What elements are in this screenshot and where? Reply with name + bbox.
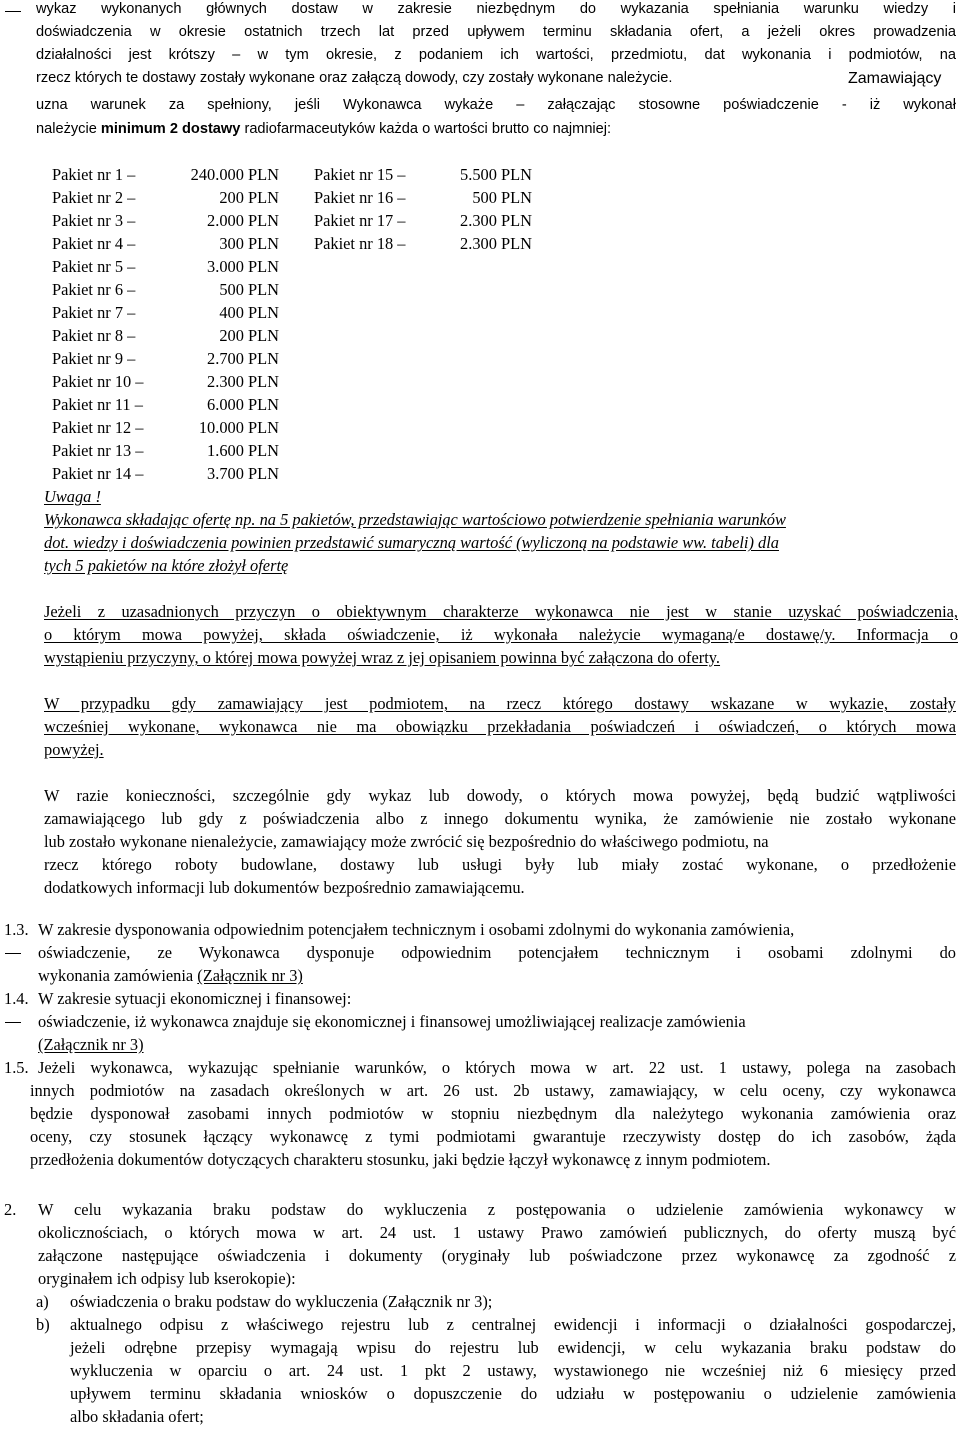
note-line-1-text: Wykonawca składając ofertę np. na 5 pakietów, przedstawiając wartościowo potwierdzenie spełniania warunków	[44, 510, 786, 529]
package-name: Pakiet nr 10 –	[52, 372, 144, 391]
section-1-5-line-4: oceny, czy stosunek łączący wykonawcę z tymi podmiotami gwarantuje rzeczywisty dostęp do ich zasobów, żąda	[30, 1127, 956, 1146]
package-name: Pakiet nr 12 –	[52, 418, 144, 437]
package-name: Pakiet nr 13 –	[52, 441, 144, 460]
section-1-3-bullet-1: oświadczenie, ze Wykonawca dysponuje odpowiednim potencjałem technicznym i osobami zdolnymi do	[38, 943, 956, 962]
package-value: 1.600 PLN	[207, 441, 279, 460]
list-label-a: a)	[36, 1292, 49, 1311]
package-value: 10.000 PLN	[198, 418, 279, 437]
section-2-line-3: załączone następujące oświadczenia i dokumenty (oryginały lub poświadczone przez wykonawcę za zgodność z	[38, 1246, 956, 1265]
package-value: 200 PLN	[219, 326, 279, 345]
section-2-line-4: oryginałem ich odpisy lub kserokopie):	[38, 1269, 296, 1288]
package-name: Pakiet nr 4 –	[52, 234, 136, 253]
p2-line-3: powyżej.	[44, 740, 104, 759]
package-value: 2.300 PLN	[207, 372, 279, 391]
intro-line-5: uzna warunek za spełniony, jeśli Wykonawca wykaże – załączając stosowne poświadczenie - iż wykonał	[36, 97, 956, 113]
note-line-3	[44, 554, 288, 577]
list-item-b-line-2: jeżeli odrębne przepisy wymagają wpisu do rejestru lub ewidencji, w celu wykazania braku podstaw do	[70, 1338, 956, 1357]
package-name: Pakiet nr 17 –	[314, 211, 406, 230]
package-value: 3.000 PLN	[207, 257, 279, 276]
p2-line-1: W przypadku gdy zamawiający jest podmiotem, na rzecz którego dostawy wskazane w wykazie, zostały	[44, 694, 956, 713]
section-1-5-line-1: Jeżeli wykonawca, wykazując spełnianie warunków, o których mowa w art. 22 ust. 1 ustawy, polega na zasobach	[38, 1058, 956, 1077]
intro-line-6-c: radiofarmaceutyków każda o wartości brutto co najmniej:	[244, 121, 612, 137]
p3-line-1: W razie konieczności, szczególnie gdy wykaz lub dowody, o których mowa powyżej, będą budzić wątpliwości	[44, 786, 956, 805]
section-2-line-2: okolicznościach, o których mowa w art. 24 ust. 1 ustawy Prawo zamówień publicznych, do oferty muszą być	[38, 1223, 956, 1242]
package-name: Pakiet nr 7 –	[52, 303, 136, 322]
section-1-4-number: 1.4.	[4, 989, 29, 1008]
package-value: 400 PLN	[219, 303, 279, 322]
package-name: Pakiet nr 6 –	[52, 280, 136, 299]
package-name: Pakiet nr 2 –	[52, 188, 136, 207]
section-1-5-number: 1.5.	[4, 1058, 29, 1077]
note-line-2-text: dot. wiedzy i doświadczenia powinien przedstawić sumaryczną wartość (wyliczoną na podstawie ww. tabeli) dla	[44, 533, 779, 552]
p3-line-5: dodatkowych informacji lub dokumentów bezpośrednio zamawiającemu.	[44, 878, 525, 897]
p1-line-3: wystąpieniu przyczyny, o której mowa powyżej wraz z jej opisaniem powinna być załączona do oferty.	[44, 648, 721, 667]
intro-line-1: wykaz wykonanych głównych dostaw w zakresie niezbędnym do wykazania spełniania warunku wiedzy i	[36, 1, 956, 17]
package-name: Pakiet nr 18 –	[314, 234, 406, 253]
package-value: 6.000 PLN	[207, 395, 279, 414]
note-line-2	[44, 531, 954, 554]
package-name: Pakiet nr 14 –	[52, 464, 144, 483]
list-item-a: oświadczenia o braku podstaw do wykluczenia (Załącznik nr 3);	[70, 1292, 493, 1311]
package-value: 2.000 PLN	[207, 211, 279, 230]
section-1-3-line-1: W zakresie dysponowania odpowiednim potencjałem technicznym i osobami zdolnymi do wykonania zamówienia,	[38, 920, 795, 939]
package-value: 2.300 PLN	[460, 234, 532, 253]
attachment-reference: (Załącznik nr 3)	[197, 966, 303, 985]
p1-line-1: Jeżeli z uzasadnionych przyczyn o obiektywnym charakterze wykonawca nie jest w stanie uzyskać poświadczenia,	[44, 602, 958, 621]
package-value: 2.300 PLN	[460, 211, 532, 230]
package-name: Pakiet nr 5 –	[52, 257, 136, 276]
p3-line-4: rzecz którego roboty budowlane, dostawy lub usługi były lub miały zostać wykonane, o przedłożenie	[44, 855, 956, 874]
bullet-dash	[5, 953, 21, 954]
section-1-3-bullet-2	[38, 964, 303, 987]
note-line-3-text: tych 5 pakietów na które złożył ofertę	[44, 556, 289, 575]
list-item-b-line-1: aktualnego odpisu z właściwego rejestru lub z centralnej ewidencji i informacji o działalności gospodarczej,	[70, 1315, 956, 1334]
package-name: Pakiet nr 3 –	[52, 211, 136, 230]
package-value: 500 PLN	[219, 280, 279, 299]
section-1-4-line-1: W zakresie sytuacji ekonomicznej i finansowej:	[38, 989, 352, 1008]
intro-line-3: działalności jest krótszy – w tym okresie, z podaniem ich wartości, przedmiotu, dat wykonania i podmiotów, na	[36, 47, 956, 63]
bullet-dash	[5, 11, 21, 12]
intro-line-6-a: należycie	[36, 121, 97, 137]
package-value: 3.700 PLN	[207, 464, 279, 483]
section-1-5-line-5: przedłożenia dokumentów dotyczących charakteru stosunku, jaki będzie łączył wykonawcę z innym podmiotem.	[30, 1150, 771, 1169]
list-item-b-line-3: wykluczenia w oparciu o art. 24 ust. 1 pkt 2 ustawy, wystawionego nie wcześniej niż 6 miesięcy przed	[70, 1361, 956, 1380]
bullet-dash	[5, 1022, 21, 1023]
p2-line-2: wcześniej wykonane, wykonawca nie ma obowiązku przekładania poświadczeń i oświadczeń, o których mowa	[44, 717, 956, 736]
section-1-3-bullet-2-text: wykonania zamówienia	[38, 966, 198, 985]
note-title: Uwaga !	[44, 487, 101, 506]
section-1-5-line-2: innych podmiotów na zasadach określonych w art. 26 ust. 2b ustawy, zamawiający, w celu oceny, czy wykonawca	[30, 1081, 956, 1100]
package-value: 2.700 PLN	[207, 349, 279, 368]
package-value: 240.000 PLN	[190, 165, 279, 184]
intro-line-4-text: rzecz których te dostawy zostały wykonane oraz załączą dowody, czy zostały wykonane należycie.	[36, 70, 673, 86]
intro-line-4-end: Zamawiający	[848, 70, 942, 87]
section-1-4-bullet-2: (Załącznik nr 3)	[38, 1035, 144, 1054]
package-name: Pakiet nr 9 –	[52, 349, 136, 368]
package-name: Pakiet nr 16 –	[314, 188, 406, 207]
intro-line-6	[36, 118, 611, 141]
section-1-4-bullet-1: oświadczenie, iż wykonawca znajduje się ekonomicznej i finansowej umożliwiającej realizacje zamówienia	[38, 1012, 746, 1031]
intro-line-4	[36, 67, 672, 90]
package-name: Pakiet nr 11 –	[52, 395, 143, 414]
intro-line-2: doświadczenia w okresie ostatnich trzech lat przed upływem terminu składania ofert, a jeżeli okres prowadzenia	[36, 24, 956, 40]
package-value: 300 PLN	[219, 234, 279, 253]
note-line-1	[44, 508, 954, 531]
section-2-number: 2.	[4, 1200, 17, 1219]
section-1-3-number: 1.3.	[4, 920, 29, 939]
package-name: Pakiet nr 15 –	[314, 165, 406, 184]
section-2-line-1: W celu wykazania braku podstaw do wykluczenia z postępowania o udzielenie zamówienia wykonawcy w	[38, 1200, 956, 1219]
p1-line-2: o którym mowa powyżej, składa oświadczenie, iż wykonała należycie wymaganą/e dostawę/y. Informacja o	[44, 625, 958, 644]
package-value: 5.500 PLN	[460, 165, 532, 184]
package-name: Pakiet nr 8 –	[52, 326, 136, 345]
intro-line-6-bold: minimum 2 dostawy	[100, 121, 241, 137]
list-item-b-line-5: albo składania ofert;	[70, 1407, 204, 1426]
list-label-b: b)	[36, 1315, 50, 1334]
package-name: Pakiet nr 1 –	[52, 165, 136, 184]
p3-line-3: lub zostało wykonane nienależycie, zamawiający może zwrócić się bezpośrednio do właściwego podmiotu, na	[44, 832, 769, 851]
section-1-5-line-3: będzie dysponował zasobami innych podmiotów w stopniu niezbędnym dla należytego wykonania zamówienia oraz	[30, 1104, 956, 1123]
p3-line-2: zamawiającego lub gdy z poświadczenia albo z innego dokumentu wynika, że zamówienie nie zostało wykonane	[44, 809, 956, 828]
package-value: 200 PLN	[219, 188, 279, 207]
list-item-b-line-4: upływem terminu składania wniosków o dopuszczenie do udziału w postępowaniu o udzielenie zamówienia	[70, 1384, 956, 1403]
package-value: 500 PLN	[472, 188, 532, 207]
